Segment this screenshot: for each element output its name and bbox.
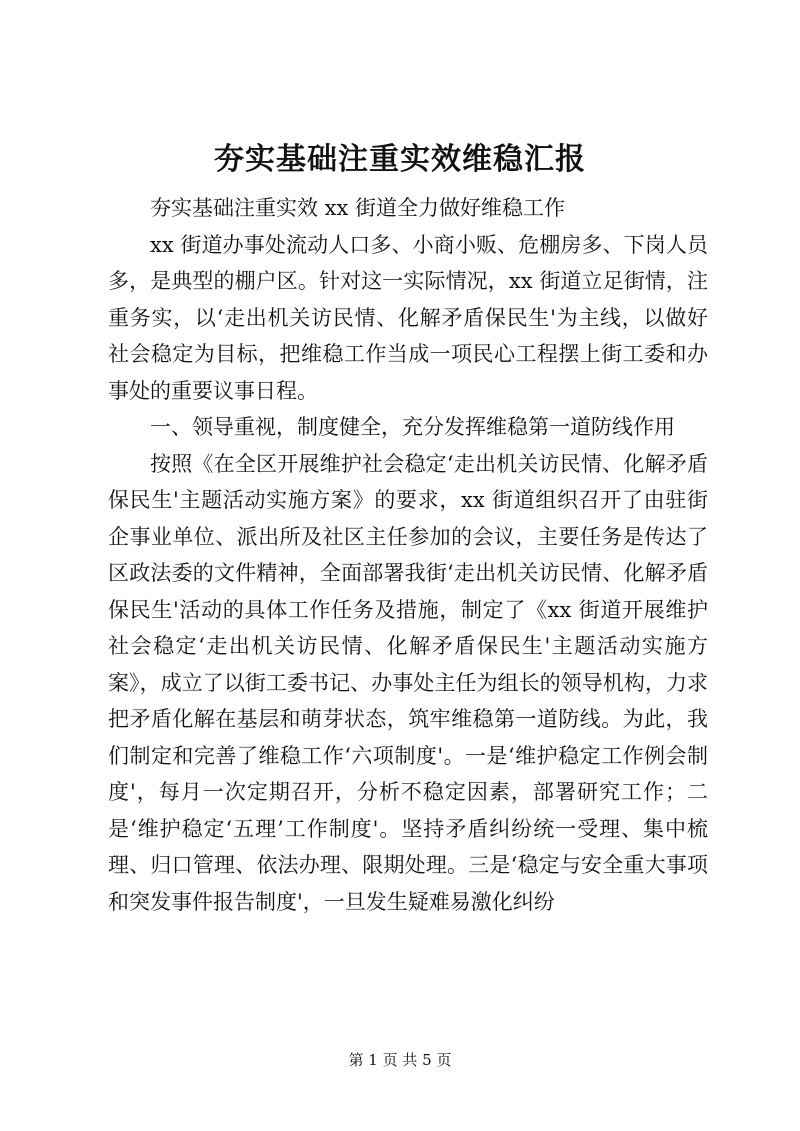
document-body <box>108 190 708 920</box>
body-paragraph: 按照《在全区开展维护社会稳定‘走出机关访民情、化解矛盾保民生'主题活动实施方案》的要求，xx 街道组织召开了由驻街企事业单位、派出所及社区主任参加的会议，主要任务是传达了区政法委的文件精神，全面部署我街‘走出机关访民情、化解矛盾保民生'活动的具体工作任务及措施，制定了《xx 街道开展维护社会稳定‘走出机关访民情、化解矛盾保民生'主题活动实施方案》，成立了以街工委书记、办事处主任为组长的领导机构，力求把矛盾化解在基层和萌芽状态，筑牢维稳第一道防线。为此，我们制定和完善了维稳工作‘六项制度'。一是‘维护稳定工作例会制度'，每月一次定期召开，分析不稳定因素，部署研究工作；二是‘维护稳定‘五理’工作制度'。坚持矛盾纠纷统一受理、集中梳理、归口管理、依法办理、限期处理。三是‘稳定与安全重大事项和突发事件报告制度'，一旦发生疑难易激化纠纷 <box>108 451 708 914</box>
page-number: 第 1 页 共 5 页 <box>348 1051 452 1069</box>
intro-paragraph: xx 街道办事处流动人口多、小商小贩、危棚房多、下岗人员多，是典型的棚户区。针对这一实际情况，xx 街道立足街情，注重务实，以‘走出机关访民情、化解矛盾保民生'为主线，以做好社会稳定为目标，把维稳工作当成一项民心工程摆上街工委和办事处的重要议事日程。 <box>108 232 708 403</box>
section-heading: 一、领导重视，制度健全，充分发挥维稳第一道防线作用 <box>150 415 675 439</box>
document-title: 夯实基础注重实效维稳汇报 <box>214 142 586 177</box>
subtitle-paragraph: 夯实基础注重实效 xx 街道全力做好维稳工作 <box>150 196 566 220</box>
